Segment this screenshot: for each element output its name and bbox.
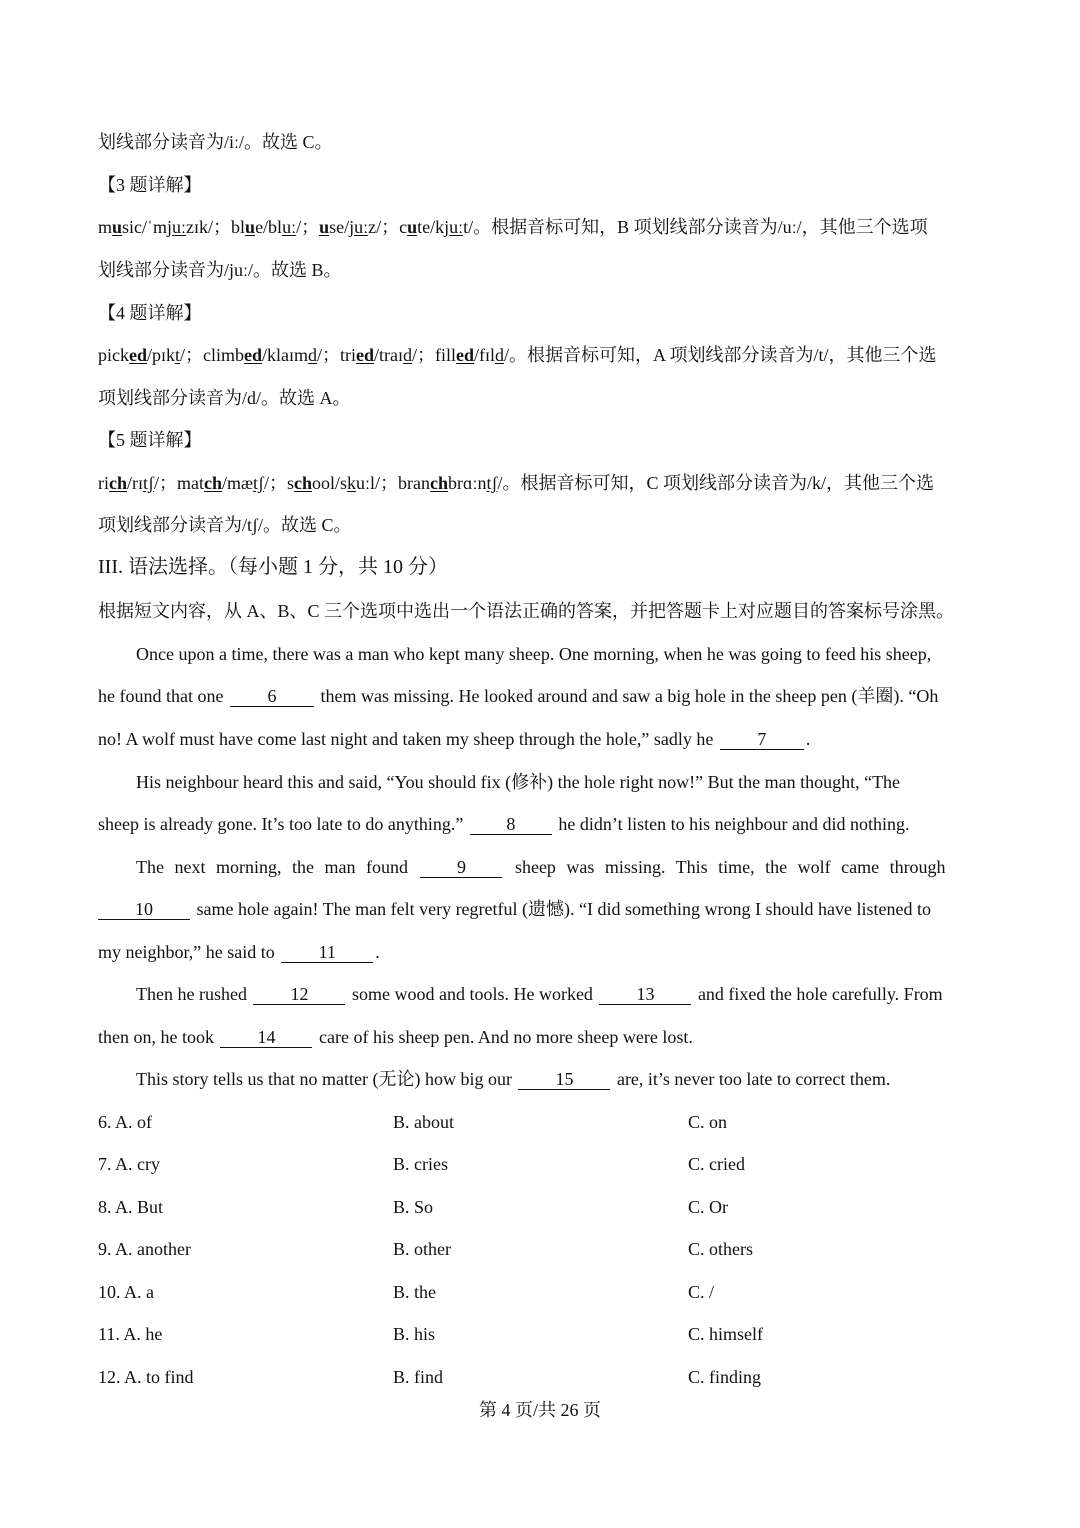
section-title: III. 语法选择。（每小题 1 分，共 10 分）: [98, 556, 448, 578]
text: some wood and tools. He worked: [351, 984, 593, 1004]
blank-8: 8: [470, 814, 552, 835]
text: he found that one: [98, 686, 224, 706]
option-8-c: C. Or: [688, 1197, 728, 1217]
passage-p2-line1: His neighbour heard this and said, “You should fix (修补) the hole right now!” But the man thought, “The: [136, 772, 901, 792]
heading-q4: 【4 题详解】: [98, 303, 202, 323]
option-7-b: B. cries: [393, 1154, 448, 1174]
blank-7: 7: [720, 729, 804, 750]
text: he didn’t listen to his neighbour and did nothing.: [558, 814, 910, 834]
blank-6: 6: [230, 686, 314, 707]
explanation-q5-text: 根据音标可知，C 项划线部分读音为/k/，其他三个选: [520, 473, 934, 493]
option-12-a: 12. A. to find: [98, 1367, 194, 1387]
text: my neighbor,” he said to: [98, 942, 275, 962]
blank-12: 12: [253, 984, 345, 1005]
passage-p1-line3: no! A wolf must have come last night and taken my sheep through the hole,” sadly he 7 .: [98, 729, 811, 749]
passage-p3-line3: my neighbor,” he said to 11 .: [98, 942, 380, 962]
option-11-c: C. himself: [688, 1324, 763, 1344]
option-8-a: 8. A. But: [98, 1197, 164, 1217]
option-10-b: B. the: [393, 1282, 436, 1302]
option-9-b: B. other: [393, 1239, 451, 1259]
text: are, it’s never too late to correct them.: [616, 1069, 891, 1089]
text: Then he rushed: [136, 984, 247, 1004]
heading-q3: 【3 题详解】: [98, 175, 202, 195]
explanation-q5-line2: 项划线部分读音为/tʃ/。故选 C。: [98, 515, 352, 535]
option-10-c: C. /: [688, 1282, 715, 1302]
text: same hole again! The man felt very regretful (遗憾). “I did something wrong I should have listened to: [196, 899, 931, 919]
passage-p4-line2: [98, 1026, 693, 1048]
option-11-a: 11. A. he: [98, 1324, 163, 1344]
heading-q5: 【5 题详解】: [98, 430, 202, 450]
page-footer: 第 4 页/共 26 页: [478, 1400, 601, 1420]
explanation-line: 划线部分读音为/iː/。故选 C。: [98, 132, 333, 152]
blank-13: 13: [599, 984, 691, 1005]
text: and fixed the hole carefully. From: [697, 984, 943, 1004]
option-8-b: B. So: [393, 1197, 434, 1217]
option-9-c: C. others: [688, 1239, 753, 1259]
option-7-a: 7. A. cry: [98, 1154, 160, 1174]
explanation-q3-line1: music/ˈmjuːzɪk/；blue/bluː/；use/juːz/；cute/kjuːt/。根据音标可知，B 项划线部分读音为/uː/，其他三个选项: [98, 217, 928, 237]
text: no! A wolf must have come last night and taken my sheep through the hole,” sadly he: [98, 729, 714, 749]
text: then on, he took: [98, 1027, 214, 1047]
instructions: 根据短文内容，从 A、B、C 三个选项中选出一个语法正确的答案，并把答题卡上对应题目的答案标号涂黑。: [98, 601, 955, 621]
passage-p3-line1: [136, 856, 946, 878]
option-6-a: 6. A. of: [98, 1112, 152, 1132]
passage-p1-line1: Once upon a time, there was a man who kept many sheep. One morning, when he was going to feed his sheep,: [136, 644, 932, 664]
text: This story tells us that no matter (无论) how big our: [136, 1069, 512, 1089]
passage-p4-line1: [136, 983, 943, 1005]
text: sheep is already gone. It’s too late to do anything.”: [98, 814, 464, 834]
passage-p1-line2: [98, 685, 938, 707]
option-6-b: B. about: [393, 1112, 454, 1132]
explanation-q5-line1: rich/rɪtʃ/；match/mætʃ/；school/skuːl/；branchbrɑːntʃ/。根据音标可知，C 项划线部分读音为/k/，其他三个选: [98, 473, 934, 493]
text: sheep was missing. This time, the wolf came through: [514, 857, 946, 877]
blank-11: 11: [281, 942, 373, 963]
option-12-b: B. find: [393, 1367, 444, 1387]
option-12-c: C. finding: [688, 1367, 762, 1387]
blank-14: 14: [220, 1027, 312, 1048]
text: care of his sheep pen. And no more sheep were lost.: [318, 1027, 693, 1047]
blank-10: 10: [98, 899, 190, 920]
text: them was missing. He looked around and saw a big hole in the sheep pen (羊圈). “Oh: [320, 686, 939, 706]
blank-9: 9: [420, 857, 502, 878]
explanation-q4-text: 根据音标可知，A 项划线部分读音为/t/，其他三个选: [527, 345, 937, 365]
option-7-c: C. cried: [688, 1154, 745, 1174]
text: The next morning, the man found: [136, 857, 408, 877]
option-6-c: C. on: [688, 1112, 728, 1132]
option-10-a: 10. A. a: [98, 1282, 154, 1302]
passage-p2-line2: [98, 813, 910, 835]
explanation-q4-line1: picked/pɪkt/；climbed/klaɪmd/；tried/traɪd/；filled/fɪld/。根据音标可知，A 项划线部分读音为/t/，其他三个选: [98, 345, 937, 365]
explanation-q3-line2: 划线部分读音为/juː/。故选 B。: [98, 260, 342, 280]
option-9-a: 9. A. another: [98, 1239, 191, 1259]
passage-p5-line1: [136, 1068, 890, 1090]
explanation-q3-text: 根据音标可知，B 项划线部分读音为/uː/，其他三个选项: [491, 217, 928, 237]
option-11-b: B. his: [393, 1324, 436, 1344]
passage-p3-line2: [98, 898, 931, 920]
blank-15: 15: [518, 1069, 610, 1090]
explanation-q4-line2: 项划线部分读音为/d/。故选 A。: [98, 388, 351, 408]
